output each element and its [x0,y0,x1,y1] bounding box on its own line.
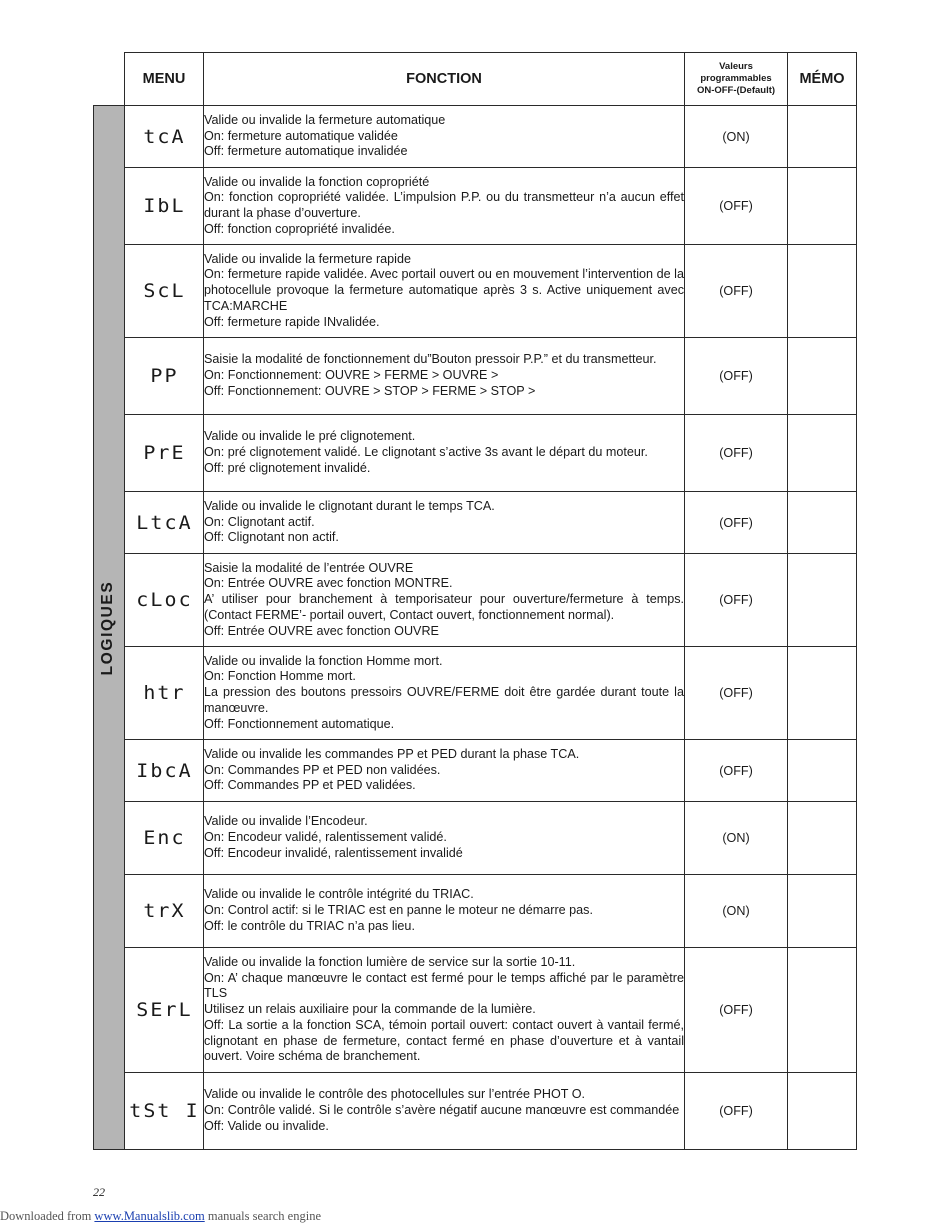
default-value: (ON) [685,802,788,875]
section-label: LOGIQUES [99,580,116,676]
footer-link[interactable]: www.Manualslib.com [94,1209,205,1223]
memo-cell[interactable] [788,106,857,168]
default-value: (OFF) [685,415,788,492]
function-description [204,338,685,415]
menu-code: ScL [123,245,206,338]
menu-table [124,52,857,1150]
function-description [204,415,685,492]
default-value: (OFF) [685,740,788,802]
description-line: On: Encodeur validé, ralentissement validé. [204,830,447,845]
footer-suffix: manuals search engine [207,1209,321,1223]
description-line: Valide ou invalide la fonction copropriété [204,174,430,189]
memo-cell[interactable] [788,740,857,802]
description-line: On: Fonction Homme mort. [204,669,356,684]
table-row [125,338,857,415]
description-line: Valide ou invalide la fermeture rapide [204,251,411,266]
description-line: Off: fermeture rapide INvalidée. [204,314,380,329]
page-number: 22 [93,1185,105,1199]
memo-cell[interactable] [788,647,857,740]
menu-code: LtcA [123,492,206,554]
header-memo: MÉMO [788,53,857,106]
table-row [125,948,857,1073]
description-line: A’ utiliser pour branchement à temporisateur pour ouverture/fermeture à temps. (Contact FERME’- portail ouvert, Contact ouvert, fonctionnement normal). [204,592,684,622]
footer-prefix: Downloaded from [0,1209,92,1223]
memo-cell[interactable] [788,492,857,554]
default-value: (ON) [685,106,788,168]
menu-code: PrE [123,415,206,492]
description-line: Saisie la modalité de fonctionnement du”Bouton pressoir P.P.” et du transmetteur. [204,352,657,367]
description-line: On: pré clignotement validé. Le clignotant s’active 3s avant le départ du moteur. [204,445,648,460]
table-row [125,802,857,875]
header-menu: MENU [125,53,204,106]
menu-code: Enc [123,802,206,875]
table-row [125,492,857,554]
description-line: Off: Fonctionnement: OUVRE > STOP > FERME > STOP > [204,383,536,398]
menu-code: SErL [123,948,206,1073]
table-row [125,415,857,492]
table-row [125,740,857,802]
header-valeurs-line3: ON-OFF-(Default) [696,85,776,96]
description-line: Off: Fonctionnement automatique. [204,716,395,731]
description-line: On: fonction copropriété validée. L’impulsion P.P. ou du transmetteur n’a aucun effet durant la phase d’ouverture. [204,190,684,220]
header-valeurs [685,53,788,106]
description-line: On: A’ chaque manœuvre le contact est fermé pour le temps affiché par le paramètre TLS [204,970,684,1001]
description-line: Valide ou invalide le contrôle intégrité du TRIAC. [204,887,474,902]
default-value: (OFF) [685,647,788,740]
description-line: Off: Commandes PP et PED validées. [204,778,416,793]
table-row [125,554,857,647]
header-valeurs-line1: Valeurs [719,61,753,72]
description-line: Valide ou invalide le clignotant durant le temps TCA. [204,498,495,513]
description-line: On: fermeture rapide validée. Avec portail ouvert ou en mouvement l’intervention de la photocellule provoque la fermeture automatique après 3 s. Active uniquement avec TCA:MARCHE [204,267,684,313]
download-footer [0,1209,321,1224]
default-value: (OFF) [685,168,788,245]
description-line: Valide ou invalide le contrôle des photocellules sur l’entrée PHOT O. [204,1087,586,1102]
description-line: Saisie la modalité de l’entrée OUVRE [204,560,414,575]
description-line: Off: Entrée OUVRE avec fonction OUVRE [204,623,439,638]
menu-code: trX [123,875,206,948]
table-row [125,245,857,338]
description-line: Valide ou invalide le pré clignotement. [204,429,416,444]
description-line: On: Contrôle validé. Si le contrôle s’avère négatif aucune manœuvre est commandée [204,1103,680,1118]
memo-cell[interactable] [788,875,857,948]
description-line: Off: Encodeur invalidé, ralentissement invalidé [204,845,463,860]
menu-code: tcA [123,106,206,168]
default-value: (OFF) [685,245,788,338]
function-description [204,802,685,875]
memo-cell[interactable] [788,245,857,338]
memo-cell[interactable] [788,415,857,492]
default-value: (OFF) [685,338,788,415]
description-line: Off: fermeture automatique invalidée [204,144,408,159]
default-value: (OFF) [685,1073,788,1150]
menu-code: IbcA [123,740,206,802]
description-line: Valide ou invalide la fermeture automatique [204,112,446,127]
description-line: La pression des boutons pressoirs OUVRE/FERME doit être gardée durant toute la manœuvre. [204,685,684,715]
description-line: On: Clignotant actif. [204,514,315,529]
function-description [204,168,685,245]
menu-code: IbL [123,168,206,245]
default-value: (ON) [685,875,788,948]
description-line: Off: fonction copropriété invalidée. [204,221,395,236]
menu-code: tSt I [123,1073,206,1150]
description-line: Off: le contrôle du TRIAC n’a pas lieu. [204,918,415,933]
memo-cell[interactable] [788,948,857,1073]
table-row [125,647,857,740]
memo-cell[interactable] [788,168,857,245]
function-description [204,740,685,802]
function-description [204,245,685,338]
default-value: (OFF) [685,948,788,1073]
description-line: On: fermeture automatique validée [204,128,398,143]
description-line: On: Fonctionnement: OUVRE > FERME > OUVRE > [204,368,499,383]
memo-cell[interactable] [788,802,857,875]
description-line: On: Control actif: si le TRIAC est en panne le moteur ne démarre pas. [204,903,593,918]
description-line: On: Commandes PP et PED non validées. [204,762,441,777]
function-description [204,647,685,740]
function-description [204,492,685,554]
description-line: Off: pré clignotement invalidé. [204,460,371,475]
table-row [125,1073,857,1150]
description-line: Off: La sortie a la fonction SCA, témoin portail ouvert: contact ouvert à vantail fermé, clignotant en phase de fermeture, contact fermé en phase d’ouverture et à vantail ouvert. Voire schéma de branchement. [204,1017,684,1064]
memo-cell[interactable] [788,554,857,647]
function-description [204,1073,685,1150]
menu-code: PP [123,338,206,415]
function-description [204,948,685,1073]
table-row [125,106,857,168]
header-valeurs-line2: programmables [700,73,772,84]
description-line: Valide ou invalide la fonction lumière de service sur la sortie 10-11. [204,955,576,970]
table-row [125,875,857,948]
description-line: Valide ou invalide l’Encodeur. [204,814,368,829]
table-row [125,168,857,245]
menu-code: htr [123,647,206,740]
function-description [204,875,685,948]
header-fonction: FONCTION [204,53,685,106]
default-value: (OFF) [685,554,788,647]
function-description [204,554,685,647]
default-value: (OFF) [685,492,788,554]
menu-code: cLoc [123,554,206,647]
memo-cell[interactable] [788,1073,857,1150]
memo-cell[interactable] [788,338,857,415]
description-line: Utilisez un relais auxiliaire pour la commande de la lumière. [204,1002,536,1017]
function-description [204,106,685,168]
table-header-row [125,53,857,106]
description-line: Off: Clignotant non actif. [204,530,339,545]
description-line: Valide ou invalide la fonction Homme mort. [204,653,443,668]
description-line: Off: Valide ou invalide. [204,1118,329,1133]
description-line: On: Entrée OUVRE avec fonction MONTRE. [204,576,453,591]
description-line: Valide ou invalide les commandes PP et PED durant la phase TCA. [204,746,580,761]
